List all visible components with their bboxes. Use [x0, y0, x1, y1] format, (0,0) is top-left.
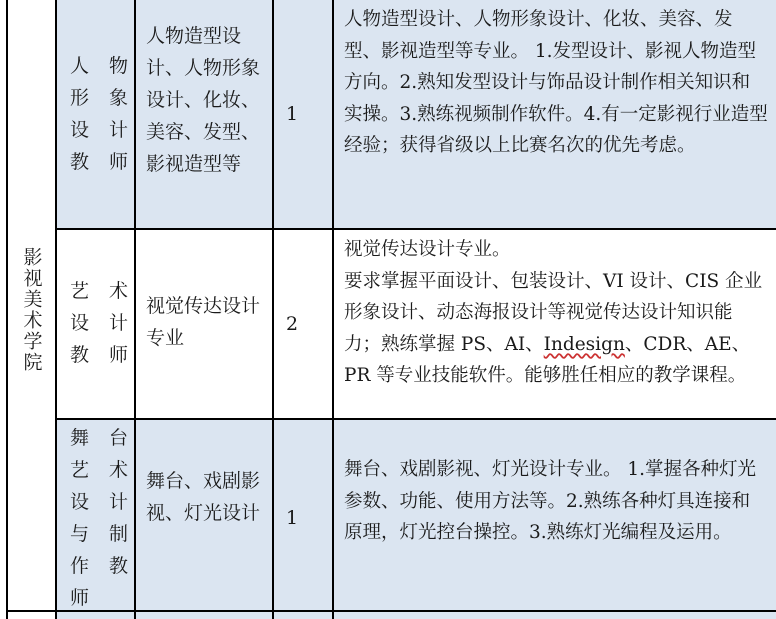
- table-border: [272, 0, 274, 619]
- table-border: [134, 0, 136, 619]
- requirements-line: 视觉传达设计专业。: [344, 239, 511, 260]
- position-line: 设计: [70, 491, 128, 513]
- table-border: [332, 0, 334, 619]
- position-line: 设计: [70, 119, 128, 141]
- requirements-text: 要求掌握平面设计、包装设计、VI 设计、CIS 企业形象设计、动态海报设计等视觉传达设计知识能力；熟练掌握 PS、AI、: [344, 270, 763, 355]
- position-line: 师: [70, 587, 90, 609]
- count-text: 1: [286, 507, 299, 529]
- table-border: [6, 610, 776, 612]
- count-text: 2: [286, 313, 299, 335]
- position-line: 与制: [70, 523, 128, 545]
- position-line: 艺术: [70, 459, 128, 481]
- position-cell: [57, 230, 134, 418]
- count-text: 1: [286, 103, 299, 125]
- table-border: [55, 418, 776, 420]
- position-cell: [57, 0, 134, 228]
- count-cell: [274, 230, 332, 418]
- position-line: 设计: [70, 312, 128, 334]
- requirements-cell: [334, 420, 776, 619]
- major-cell: [136, 0, 272, 228]
- requirements-text-tail: 、CDR、AE、PR 等专业技能软件。能够胜任相应的教学课程。: [344, 333, 751, 386]
- position-line: 形象: [70, 87, 128, 109]
- requirements-text: 人物造型设计、人物形象设计、化妆、美容、发型、影视造型等专业。 1.发型设计、影视人物造型方向。2.熟知发型设计与饰品设计制作相关知识和实操。3.熟练视频制作软件。4.有一定影视行业造型经验；获得省级以上比赛名次的优先考虑。: [344, 9, 768, 156]
- table-border: [55, 228, 776, 230]
- count-cell: [274, 0, 332, 228]
- requirements-cell: [334, 0, 776, 228]
- position-line: 艺术: [70, 280, 128, 302]
- major-cell: [136, 230, 272, 418]
- position-line: 作教: [70, 555, 128, 577]
- department-name: 影视美术学院: [20, 246, 43, 373]
- requirements-text: 舞台、戏剧影视、灯光设计专业。 1.掌握各种灯光参数、功能、使用方法等。2.熟练各种灯具连接和原理，灯光控台操控。3.熟练灯光编程及运用。: [344, 459, 757, 543]
- major-cell: [136, 420, 272, 619]
- position-line: 教师: [70, 151, 128, 173]
- position-line: 教师: [70, 344, 128, 366]
- table-border: [6, 0, 8, 619]
- major-text: 视觉传达设计专业: [146, 295, 261, 349]
- count-cell: [274, 420, 332, 619]
- major-text: 人物造型设计、人物形象设计、化妆、美容、发型、影视造型等: [146, 25, 261, 175]
- position-line: 舞台: [70, 427, 128, 449]
- position-cell: [57, 420, 134, 619]
- department-cell: [8, 0, 55, 619]
- requirements-cell: [334, 230, 776, 418]
- spellcheck-word: Indesign: [543, 333, 625, 355]
- table-border: [55, 0, 57, 619]
- position-line: 人物: [70, 55, 128, 77]
- major-text: 舞台、戏剧影视、灯光设计: [146, 470, 261, 524]
